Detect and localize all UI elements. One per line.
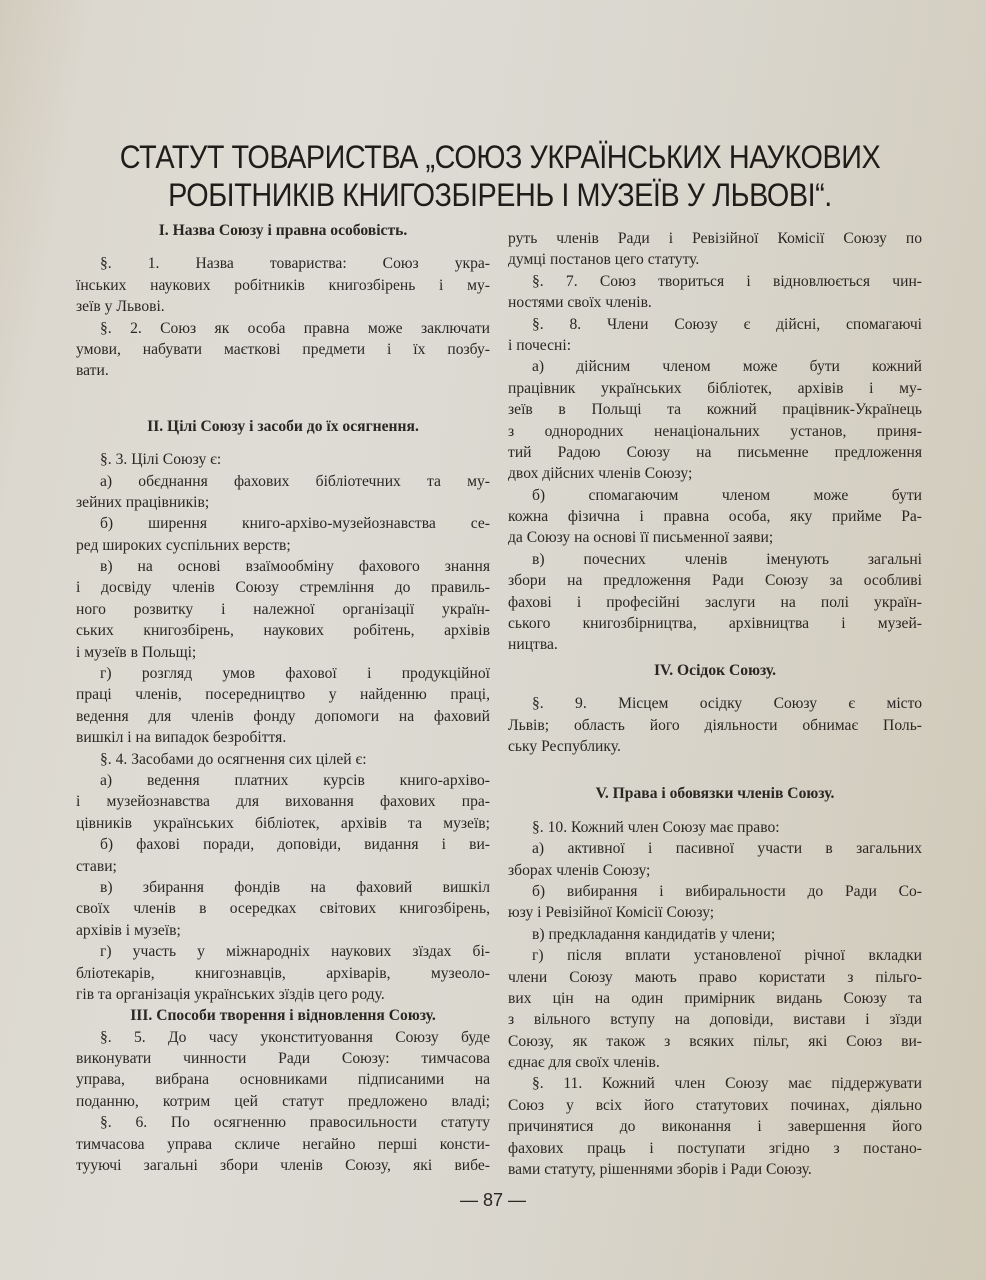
text-line: §. 4. Засобами до осягнення сих цілей є:: [100, 750, 367, 768]
text-line: управа, вибрана основниками підписаними на: [76, 1071, 490, 1089]
text-line: єднає для своїх членів.: [508, 1054, 660, 1072]
text-line: праці членів, посередництво у найденню праці,: [76, 686, 490, 704]
text-line: вами статуту, рішеннями зборів і Ради Союзу.: [508, 1161, 812, 1179]
text-line: фахових праць і поступати згідно з постано-: [508, 1139, 922, 1157]
text-line: юзу і Ревізійної Комісії Союзу;: [508, 904, 715, 922]
text-line: і почесні:: [508, 336, 572, 354]
text-line: вати.: [76, 362, 109, 380]
text-line: ред широких суспільних верств;: [76, 536, 291, 554]
text-line: Союзу, як також з всяких пільг, які Союз ви-: [508, 1032, 922, 1050]
text-line: фахові і професійні заслуги на полі україн-: [508, 593, 922, 611]
section-body: [508, 693, 922, 757]
section-heading: II. Цілі Союзу і засоби до їх осягнення.: [147, 417, 419, 435]
document-title: [104, 138, 896, 214]
text-line: б) фахові поради, доповіди, видання і ви-: [100, 836, 490, 854]
text-line: цівників українських бібліотек, архівів та музеїв;: [76, 814, 490, 832]
text-line: виконувати чинности Ради Союзу: тимчасова: [76, 1050, 490, 1068]
text-line: зейних працівників;: [76, 493, 210, 511]
text-line: в) на основі взаїмообміну фахового знання: [100, 558, 490, 576]
section-body: [508, 228, 922, 656]
text-line: ську Республику.: [508, 737, 621, 755]
text-line: ностями своїх членів.: [508, 294, 652, 312]
text-line: §. 3. Цілі Союзу є:: [100, 451, 222, 469]
text-line: працівник українських бібліотек, архівів і му-: [508, 379, 922, 397]
text-line: §. 6. По осягненню правосильности статуту: [100, 1114, 490, 1132]
section-body: [76, 253, 490, 381]
text-line: Союз у всіх його статутових починах, діяльно: [508, 1096, 922, 1114]
text-line: а) дійсним членом може бути кожний: [532, 358, 922, 376]
text-line: руть членів Ради і Ревізійної Комісії Союзу по: [508, 230, 922, 247]
title-line: СТАТУТ ТОВАРИСТВА „СОЮЗ УКРАЇНСЬКИХ НАУКОВИХ: [119, 139, 881, 175]
text-line: ських книгозбірень, наукових робітень, архівів: [76, 622, 490, 640]
text-line: ського книгозбірництва, архівництва і музей-: [508, 615, 922, 633]
text-line: г) після вплати установленої річної вкладки: [532, 947, 922, 965]
section-heading: III. Способи творення і відновлення Союзу.: [130, 1007, 436, 1025]
left-column: [76, 220, 490, 1176]
text-line: в) предкладання кандидатів у члени;: [532, 925, 776, 943]
section-heading: IV. Осідок Союзу.: [653, 661, 777, 679]
section-body: [76, 1027, 490, 1177]
text-line: збори на предложення Ради Союзу за особливі: [508, 572, 922, 590]
text-line: ництва.: [508, 636, 558, 654]
text-line: з однородних ненаціональних установ, приня-: [508, 422, 922, 440]
title-line: РОБІТНИКІВ КНИГОЗБІРЕНЬ І МУЗЕЇВ У ЛЬВОВІ“.: [168, 177, 832, 213]
text-line: г) участь у міжнародніх наукових зїздах бі-: [100, 943, 490, 961]
text-line: б) вибирання і вибиральности до Ради Со-: [532, 882, 922, 900]
text-line: поданню, котрим цей статут предложено владі;: [76, 1092, 490, 1110]
text-line: Львів; область його діяльности обнимає Поль-: [508, 716, 922, 734]
text-line: да Союзу на основі її письменної заяви;: [508, 529, 774, 547]
section-body: [76, 449, 490, 1005]
text-line: зеїв в Польщі та кожний працівник-Українець: [508, 401, 922, 419]
text-line: архівів і музеїв;: [76, 921, 181, 939]
text-line: §. 10. Кожний член Союзу має право:: [532, 818, 780, 836]
text-line: ведення для членів фонду допомоги на фаховий: [76, 707, 490, 725]
text-line: члени Союзу мають право користати з пільго-: [508, 968, 922, 986]
text-line: причинятися до виконання і завершення його: [508, 1118, 922, 1136]
text-line: §. 2. Союз як особа правна може заключати: [100, 319, 490, 337]
text-line: вих цін на один примірник видань Союзу та: [508, 989, 922, 1007]
text-line: бліотекарів, книгознавців, архіварів, музеоло-: [76, 964, 490, 982]
text-line: а) обєднання фахових бібліотечних та му-: [100, 472, 490, 490]
text-line: в) збирання фондів на фаховий вишкіл: [100, 878, 490, 896]
text-line: і музеїв в Польщі;: [76, 643, 197, 661]
text-line: §. 1. Назва товариства: Союз укра-: [100, 255, 490, 273]
text-line: кожна фізична і правна особа, яку прийме Ра-: [508, 508, 922, 526]
section-heading: I. Назва Союзу і правна особовість.: [158, 222, 408, 239]
text-line: гів та організація українських зїздів цего роду.: [76, 985, 385, 1003]
text-line: б) спомагаючим членом може бути: [532, 486, 922, 504]
text-line: своїх членів в осередках світових книгозбірень,: [76, 900, 490, 918]
text-line: б) ширення книго-архіво-музейознавства се-: [100, 515, 490, 533]
text-line: з вільного вступу на доповіди, вистави і зїзди: [508, 1011, 922, 1029]
text-line: в) почесних членів іменують загальні: [532, 550, 922, 568]
text-line: думці постанов цего статуту.: [508, 251, 700, 269]
text-line: і музейознавства для виховання фахових пра-: [76, 793, 490, 811]
text-line: стави;: [76, 857, 117, 875]
text-line: зборах членів Союзу;: [508, 861, 651, 879]
text-line: зеїв у Львові.: [76, 298, 165, 316]
text-line: §. 9. Місцем осідку Союзу є місто: [532, 695, 922, 713]
right-column: [508, 228, 922, 1180]
text-line: їнських наукових робітників книгозбірень і му-: [76, 276, 490, 294]
text-line: а) ведення платних курсів книго-архіво-: [100, 771, 490, 789]
text-line: і досвіду членів Союзу стремління до правиль-: [76, 579, 490, 597]
page-number: — 87 —: [459, 1190, 527, 1210]
text-line: а) активної і пасивної участи в загальних: [532, 840, 922, 858]
text-line: §. 5. До часу уконституовання Союзу буде: [100, 1028, 490, 1046]
text-line: тимчасова управа скличе негайно перші консти-: [76, 1135, 490, 1153]
section-body: [508, 817, 922, 1181]
text-line: тий Радою Союзу на письменне предложення: [508, 443, 922, 461]
text-line: г) розгляд умов фахової і продукційної: [100, 665, 490, 683]
text-line: двох дійсних членів Союзу;: [508, 465, 693, 483]
text-line: §. 7. Союз твориться і відновлюється чин-: [532, 272, 922, 290]
text-line: §. 11. Кожний член Союзу має піддержувати: [532, 1075, 922, 1093]
text-line: тууючі загальні збори членів Союзу, які вибе-: [76, 1157, 490, 1175]
text-line: ного розвитку і належної організації україн-: [76, 600, 490, 618]
text-line: умови, набувати маєткові предмети і їх позбу-: [76, 340, 490, 358]
section-heading: V. Права і обовязки членів Союзу.: [595, 785, 835, 803]
text-line: §. 8. Члени Союзу є дійсні, спомагаючі: [532, 315, 922, 333]
text-line: вишкіл і на випадок безробіття.: [76, 729, 287, 747]
